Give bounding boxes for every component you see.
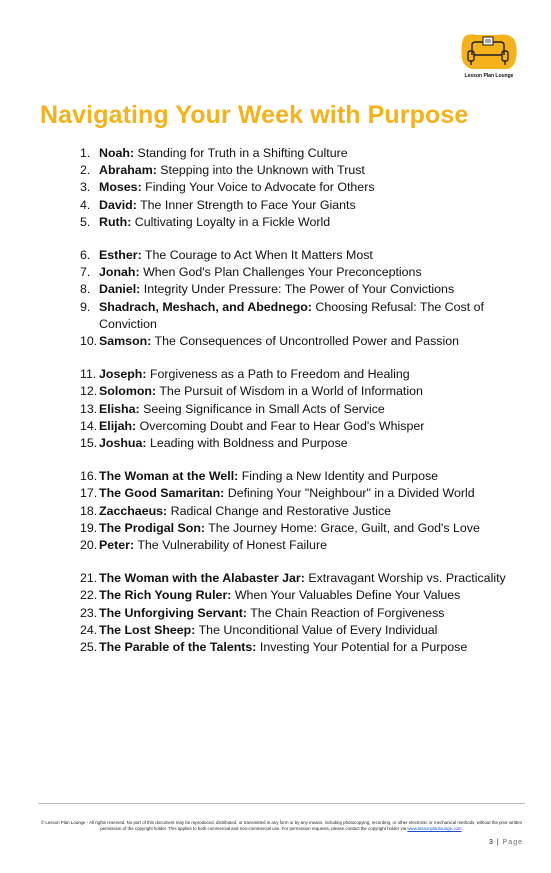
list-item — [80, 605, 530, 622]
footer-divider — [38, 803, 525, 804]
list-item — [80, 520, 530, 537]
list-item — [80, 197, 530, 214]
item-description: Leading with Boldness and Purpose — [146, 436, 348, 451]
item-text — [99, 162, 530, 179]
item-text — [99, 214, 530, 231]
item-text — [99, 197, 530, 214]
topic-group — [80, 145, 530, 231]
item-number: 5. — [80, 214, 91, 229]
copyright-text: © Lesson Plan Lounge - All rights reserved. No part of this document may be reproduced, distributed, or transmitted in any form or by any means, including photocopying, recording, or other electronic or mechanical methods, without the prior written permission of the copyright holder. This applies to both commercial and non-commercial use. For permission requests, please contact the copyright holder via — [40, 820, 523, 831]
item-text — [99, 485, 530, 502]
item-number: 10. — [80, 334, 98, 349]
list-item — [80, 622, 530, 639]
item-number: 11. — [80, 367, 97, 382]
list-item — [80, 503, 530, 520]
item-text — [99, 622, 530, 639]
item-description: The Courage to Act When It Matters Most — [141, 248, 373, 263]
item-text — [99, 299, 530, 333]
item-name: Solomon: — [99, 384, 157, 399]
website-link[interactable]: www.lessonplanlounge.com — [407, 826, 462, 831]
item-description: Cultivating Loyalty in a Fickle World — [131, 214, 331, 229]
item-description: The Chain Reaction of Forgiveness — [247, 605, 445, 620]
item-text — [99, 435, 530, 452]
list-item — [80, 333, 530, 350]
item-number: 4. — [80, 197, 91, 212]
item-name: Ruth: — [99, 214, 132, 229]
item-number: 13. — [80, 401, 98, 416]
item-number: 7. — [80, 265, 91, 280]
list-item — [80, 401, 530, 418]
item-name: Peter: — [99, 538, 135, 553]
item-name: Abraham: — [99, 163, 157, 178]
item-description: Defining Your "Neighbour" in a Divided World — [224, 486, 475, 501]
item-name: The Unforgiving Servant: — [99, 605, 248, 620]
logo — [458, 33, 520, 79]
list-item — [80, 418, 530, 435]
item-name: Shadrach, Meshach, and Abednego: — [99, 299, 312, 314]
topic-group — [80, 247, 530, 350]
item-name: David: — [99, 197, 137, 212]
item-description: The Consequences of Uncontrolled Power and Passion — [151, 334, 459, 349]
item-description: When God's Plan Challenges Your Preconceptions — [139, 265, 422, 280]
item-text — [99, 366, 530, 383]
item-description: Choosing Refusal: The Cost of Conviction — [99, 299, 484, 331]
list-item — [80, 383, 530, 400]
item-description: Investing Your Potential for a Purpose — [256, 640, 468, 655]
item-name: The Rich Young Ruler: — [99, 588, 232, 603]
list-item — [80, 435, 530, 452]
list-item — [80, 485, 530, 502]
item-name: Elisha: — [99, 401, 140, 416]
item-number: 3. — [80, 180, 91, 195]
item-description: Finding Your Voice to Advocate for Others — [141, 180, 375, 195]
item-description: The Vulnerability of Honest Failure — [134, 538, 327, 553]
list-item — [80, 366, 530, 383]
item-number: 23. — [80, 605, 98, 620]
item-number: 19. — [80, 520, 98, 535]
item-number: 15. — [80, 436, 98, 451]
item-text — [99, 281, 530, 298]
item-name: Samson: — [99, 334, 152, 349]
item-description: Seeing Significance in Small Acts of Service — [139, 401, 385, 416]
item-text — [99, 179, 530, 196]
item-text — [99, 537, 530, 554]
topic-list — [80, 145, 530, 672]
item-number: 9. — [80, 299, 91, 314]
item-name: The Good Samaritan: — [99, 486, 225, 501]
item-text — [99, 401, 530, 418]
item-name: Elijah: — [99, 418, 137, 433]
item-number: 22. — [80, 588, 98, 603]
copyright-footer — [40, 820, 523, 832]
item-number: 8. — [80, 282, 91, 297]
item-name: The Lost Sheep: — [99, 622, 196, 637]
item-text — [99, 383, 530, 400]
item-text — [99, 468, 530, 485]
item-name: Daniel: — [99, 282, 141, 297]
page-number-value: 3 — [489, 839, 493, 846]
item-name: The Parable of the Talents: — [99, 640, 257, 655]
item-text — [99, 605, 530, 622]
item-name: Joshua: — [99, 436, 147, 451]
topic-group — [80, 570, 530, 656]
topic-group — [80, 366, 530, 452]
item-description: The Journey Home: Grace, Guilt, and God's Love — [205, 520, 480, 535]
item-number: 2. — [80, 163, 91, 178]
page-label: Page — [502, 839, 523, 846]
list-item — [80, 179, 530, 196]
item-name: The Woman with the Alabaster Jar: — [99, 571, 305, 586]
item-text — [99, 503, 530, 520]
item-description: Integrity Under Pressure: The Power of Your Convictions — [140, 282, 455, 297]
list-item — [80, 537, 530, 554]
item-description: The Pursuit of Wisdom in a World of Information — [156, 384, 423, 399]
list-item — [80, 281, 530, 298]
item-name: The Prodigal Son: — [99, 520, 206, 535]
item-name: Moses: — [99, 180, 142, 195]
item-number: 21. — [80, 571, 98, 586]
list-item — [80, 162, 530, 179]
item-text — [99, 145, 530, 162]
page-title: Navigating Your Week with Purpose — [40, 101, 469, 129]
item-number: 1. — [80, 146, 91, 160]
item-number: 18. — [80, 503, 98, 518]
sofa-logo-icon — [458, 33, 520, 73]
item-text — [99, 587, 530, 604]
item-description: Stepping into the Unknown with Trust — [156, 163, 365, 178]
item-name: Esther: — [99, 248, 142, 263]
item-description: The Inner Strength to Face Your Giants — [136, 197, 356, 212]
item-name: Jonah: — [99, 265, 140, 280]
list-item — [80, 247, 530, 264]
topic-group — [80, 468, 530, 554]
list-item — [80, 570, 530, 587]
item-description: Extravagant Worship vs. Practicality — [304, 571, 506, 586]
list-item — [80, 145, 530, 162]
item-number: 12. — [80, 384, 98, 399]
item-name: Joseph: — [99, 367, 147, 382]
list-item — [80, 264, 530, 281]
item-name: The Woman at the Well: — [99, 469, 239, 484]
page-number — [489, 839, 523, 846]
item-number: 17. — [80, 486, 98, 501]
item-text — [99, 264, 530, 281]
item-number: 16. — [80, 469, 98, 484]
list-item — [80, 587, 530, 604]
item-text — [99, 418, 530, 435]
item-description: Radical Change and Restorative Justice — [167, 503, 392, 518]
list-item — [80, 639, 530, 656]
item-text — [99, 333, 530, 350]
page-number-separator: | — [496, 839, 499, 846]
item-number: 14. — [80, 418, 98, 433]
item-text — [99, 570, 530, 587]
item-number: 24. — [80, 622, 98, 637]
list-item — [80, 299, 530, 333]
item-name: Zacchaeus: — [99, 503, 168, 518]
item-description: Standing for Truth in a Shifting Culture — [134, 146, 348, 160]
item-number: 25. — [80, 640, 98, 655]
item-name: Noah: — [99, 146, 135, 160]
item-text — [99, 247, 530, 264]
copyright-end: . — [461, 826, 463, 831]
item-description: When Your Valuables Define Your Values — [231, 588, 461, 603]
item-description: Overcoming Doubt and Fear to Hear God's Whisper — [136, 418, 425, 433]
list-item — [80, 214, 530, 231]
list-item — [80, 468, 530, 485]
item-text — [99, 520, 530, 537]
logo-text: Lesson Plan Lounge — [464, 73, 514, 79]
item-description: Forgiveness as a Path to Freedom and Healing — [146, 367, 410, 382]
item-number: 20. — [80, 538, 98, 553]
item-description: The Unconditional Value of Every Individual — [195, 622, 438, 637]
item-text — [99, 639, 530, 656]
item-number: 6. — [80, 248, 91, 263]
item-description: Finding a New Identity and Purpose — [238, 469, 439, 484]
